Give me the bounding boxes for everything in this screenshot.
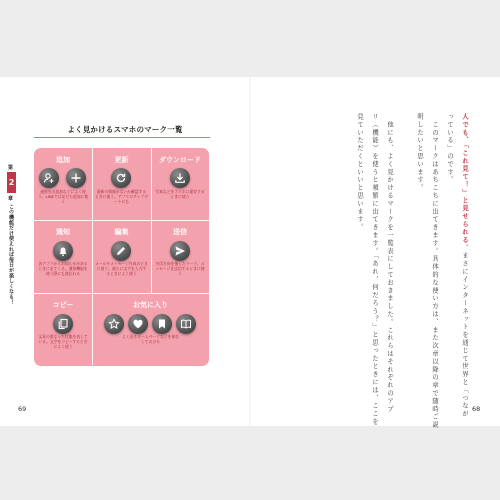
text-segment: 明したいと思います。 <box>416 113 423 192</box>
mark-title: 追加 <box>56 156 70 164</box>
mark-description: よく見るホームページなどを保存しておける <box>122 334 179 344</box>
text-segment: 「これ見て！」と見せられる <box>461 144 468 245</box>
text-column <box>428 113 440 429</box>
pencil-icon <box>111 241 131 261</box>
download-icon <box>170 168 190 188</box>
icon-mark-panel <box>34 148 209 366</box>
mark-cell-favorites <box>92 293 209 366</box>
text-segment: 見ていただくといいと思います。 <box>356 113 363 232</box>
add-contact-icon <box>39 168 59 188</box>
copy-icon <box>53 314 73 334</box>
star-icon <box>104 314 124 334</box>
right-page <box>250 0 500 500</box>
text-segment: 。まさにインターネットを通じて世界と「つなが <box>461 244 468 418</box>
mark-title: 編集 <box>114 228 129 236</box>
title-rule <box>34 137 210 138</box>
text-column <box>398 113 410 388</box>
refresh-icon <box>111 168 131 188</box>
text-segment: リ（機能）を使うと頻繁に出てきます。「あれ、何だろう？」と思ったときには、ここを <box>371 113 378 426</box>
text-segment: このマークはあちこちに出てきます。具体的な使い方は、また次章以降の章で随時ご説 <box>431 113 438 429</box>
page-number: 69 <box>18 405 27 413</box>
mark-description: 文章の重なった状態を表している。文字をコピーするときによく使う <box>38 334 88 349</box>
bell-icon <box>53 241 73 261</box>
chapter-number-badge: 2 <box>7 172 16 193</box>
mark-cell-refresh <box>92 148 151 220</box>
text-segment: っている」のです。 <box>446 113 453 185</box>
mark-title: お気に入り <box>133 301 168 309</box>
text-column <box>383 113 395 414</box>
text-segment: 他にも、よく見かけるマークを一覧表にしておきました。これらはそれぞれのアプ <box>386 113 393 414</box>
chapter-suffix: 章 <box>8 196 14 202</box>
plus-icon <box>66 168 86 188</box>
text-column <box>458 113 470 418</box>
chapter-subtitle: この機能だけ使えれば毎日が楽しくなる！ <box>8 204 14 305</box>
mark-title: 送信 <box>173 228 187 236</box>
mark-description: 連絡先の追加などによく使う。LINEでは友だち追加に使う <box>37 189 89 204</box>
page-number: 68 <box>472 405 481 413</box>
mark-title: 通知 <box>56 228 70 236</box>
send-icon <box>170 241 190 261</box>
mark-title: ダウンロード <box>159 156 201 164</box>
text-column <box>368 113 380 426</box>
mark-description: 最新の情報がないか確認するときに使う。アプリのアップデートにも <box>95 189 148 204</box>
mark-description: 写真などをスマホに保存するときに使う <box>155 189 205 199</box>
text-column <box>413 113 425 388</box>
mark-title: コピー <box>52 301 74 309</box>
mark-cell-edit <box>92 220 151 293</box>
bookmark-icon <box>152 314 172 334</box>
mark-cell-notification <box>34 220 92 293</box>
text-segment: 人でも、 <box>461 113 468 145</box>
mark-description: 矢印方向を指したマーク。メッセージを送信するときに使う <box>155 261 205 276</box>
mark-cell-send <box>151 220 209 293</box>
heart-icon <box>128 314 148 334</box>
mark-description: 各アプリからお知らせがあるときに出てくる。通知機能を使う際にも使われる <box>38 261 88 276</box>
mark-cell-download <box>151 148 209 220</box>
text-column <box>443 113 455 388</box>
page-title: よく見かけるスマホのマーク一覧 <box>67 125 183 134</box>
mark-title: 更新 <box>114 156 129 164</box>
mark-cell-add <box>34 148 92 220</box>
book-icon <box>176 314 196 334</box>
mark-cell-copy <box>34 293 92 366</box>
chapter-prefix: 第 <box>8 165 14 171</box>
mark-description: メールやメッセージ作成のときに使う。新たに文字を入力するときによく使う <box>95 261 148 276</box>
text-column <box>353 113 365 388</box>
